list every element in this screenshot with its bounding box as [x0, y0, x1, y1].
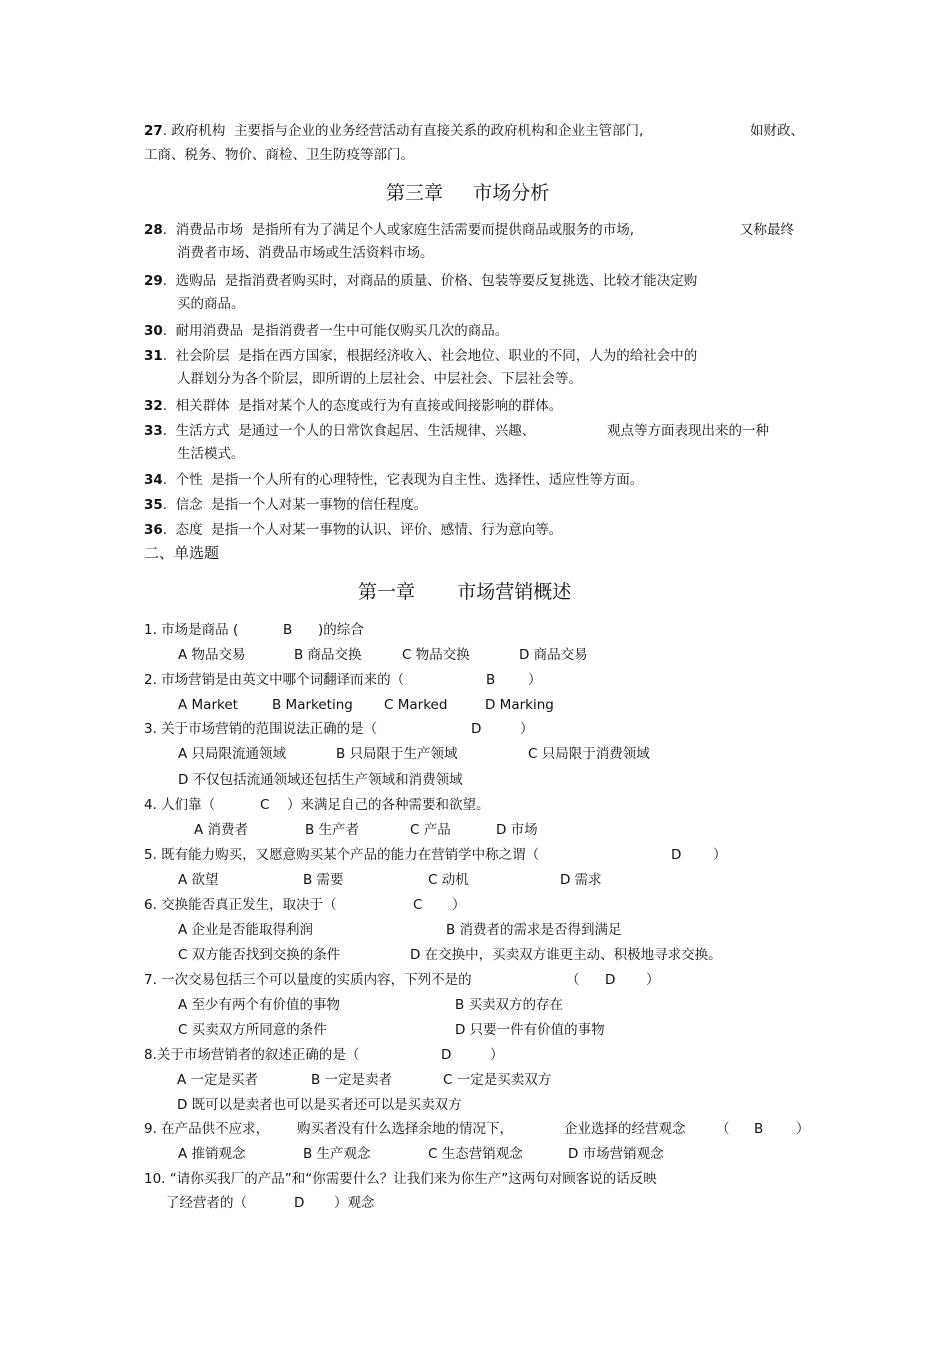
question-3-tail: ）: [520, 721, 534, 737]
definition-28-cont: 消费者市场、消费品市场或生活资料市场。: [177, 245, 434, 261]
option: A 欲望: [178, 872, 219, 888]
definition-27-tail: 如财政、: [750, 123, 804, 139]
option: D 在交换中，买卖双方谁更主动、积极地寻求交换。: [410, 947, 722, 963]
option: C Marked: [384, 697, 448, 713]
question-1-stem: 1. 市场是商品 (: [144, 622, 239, 638]
chapter-heading: 第三章 市场分析: [386, 182, 550, 204]
section-title: 二、单选题: [144, 544, 220, 562]
definition-35: 35. 信念 是指一个人对某一事物的信任程度。: [144, 497, 428, 513]
question-7-open: （: [566, 972, 580, 988]
option: B 一定是卖者: [311, 1072, 393, 1088]
definition-28-tail: 又称最终: [740, 222, 794, 238]
option: C 买卖双方所同意的条件: [178, 1022, 327, 1038]
option: C 只局限于消费领域: [528, 746, 650, 762]
option: C 双方能否找到交换的条件: [178, 947, 341, 963]
question-6-answer: C: [413, 897, 423, 913]
option: D 市场营销观念: [568, 1146, 664, 1162]
question-2-stem: 2. 市场营销是由英文中哪个词翻译而来的（: [144, 672, 405, 688]
option: D 不仅包括流通领域还包括生产领域和消费领域: [178, 772, 463, 788]
question-9-tail: ）: [796, 1121, 810, 1137]
question-9-stem: 9. 在产品供不应求，: [144, 1121, 270, 1137]
question-10-answer: D: [294, 1195, 305, 1211]
option: C 产品: [410, 822, 451, 838]
question-9-answer: B: [754, 1121, 764, 1137]
question-6-stem: 6. 交换能否真正发生，取决于（: [144, 897, 337, 913]
question-8-answer: D: [441, 1047, 452, 1063]
question-8-stem: 8.关于市场营销者的叙述正确的是（: [144, 1047, 360, 1063]
option: A 消费者: [194, 822, 249, 838]
option: D 既可以是卖者也可以是买者还可以是买卖双方: [177, 1097, 462, 1113]
definition-33-cont: 生活模式。: [177, 446, 245, 462]
option: C 一定是买卖双方: [443, 1072, 552, 1088]
option: A 企业是否能取得利润: [178, 922, 314, 938]
chapter-heading-1: 第一章 市场营销概述: [358, 581, 572, 603]
question-6-tail: ）: [452, 897, 466, 913]
question-10-stem: 10. “请你买我厂的产品”和“你需要什么？让我们来为你生产”这两句对顾客说的话反映: [144, 1171, 657, 1187]
question-2-tail: ）: [528, 672, 542, 688]
question-9-open: （: [716, 1121, 730, 1137]
option: A 物品交易: [178, 647, 246, 663]
definition-27-cont: 工商、税务、物价、商检、卫生防疫等部门。: [144, 147, 414, 163]
question-8-tail: ）: [490, 1047, 504, 1063]
option: B Marketing: [272, 697, 353, 713]
definition-33: 33. 生活方式 是通过一个人的日常饮食起居、生活规律、兴趣、: [144, 423, 536, 439]
option: B 生产者: [305, 822, 360, 838]
question-4-stem: 4. 人们靠（: [144, 797, 216, 813]
option: A 推销观念: [178, 1146, 246, 1162]
question-4-answer: C: [260, 797, 270, 813]
option: B 买卖双方的存在: [455, 997, 564, 1013]
option: B 需要: [303, 872, 344, 888]
definition-34: 34. 个性 是指一个人所有的心理特性，它表现为自主性、选择性、适应性等方面。: [144, 472, 644, 488]
question-1-answer: B: [283, 622, 293, 638]
definition-32: 32. 相关群体 是指对某个人的态度或行为有直接或间接影响的群体。: [144, 398, 563, 414]
question-7-answer: D: [605, 972, 616, 988]
option: D 需求: [560, 872, 602, 888]
definition-31: 31. 社会阶层 是指在西方国家，根据经济收入、社会地位、职业的不同，人为的给社会中的: [144, 348, 698, 364]
option: C 动机: [428, 872, 469, 888]
definition-33-tail: 观点等方面表现出来的一种: [607, 423, 769, 439]
question-3-answer: D: [471, 721, 482, 737]
question-5-stem: 5. 既有能力购买，又愿意购买某个产品的能力在营销学中称之谓（: [144, 847, 540, 863]
question-1-tail: )的综合: [318, 622, 364, 638]
option: B 只局限于生产领域: [336, 746, 458, 762]
question-5-answer: D: [671, 847, 682, 863]
option: D Marking: [485, 697, 554, 713]
option: A 只局限流通领域: [178, 746, 287, 762]
question-10-cont: 了经营者的（: [166, 1195, 247, 1211]
question-9-stem-3: 企业选择的经营观念: [564, 1121, 686, 1137]
definition-29: 29. 选购品 是指消费者购买时，对商品的质量、价格、包装等要反复挑选、比较才能决定购: [144, 273, 698, 289]
question-7-tail: ）: [646, 972, 660, 988]
question-2-answer: B: [486, 672, 496, 688]
option: B 商品交换: [294, 647, 362, 663]
definition-30: 30. 耐用消费品 是指消费者一生中可能仅购买几次的商品。: [144, 323, 509, 339]
question-4-tail: ）来满足自己的各种需要和欲望。: [287, 797, 490, 813]
option: A Market: [178, 697, 238, 713]
definition-28: 28. 消费品市场 是指所有为了满足个人或家庭生活需要而提供商品或服务的市场,: [144, 222, 635, 238]
question-7-stem: 7. 一次交易包括三个可以量度的实质内容，下列不是的: [144, 972, 472, 988]
option: D 市场: [496, 822, 538, 838]
option: C 物品交换: [402, 647, 470, 663]
definition-31-cont: 人群划分为各个阶层，即所谓的上层社会、中层社会、下层社会等。: [177, 371, 582, 387]
definition-29-cont: 买的商品。: [177, 296, 245, 312]
option: D 商品交易: [519, 647, 588, 663]
option: B 生产观念: [303, 1146, 371, 1162]
option: B 消费者的需求是否得到满足: [446, 922, 622, 938]
question-5-tail: ）: [713, 847, 727, 863]
option: A 至少有两个有价值的事物: [178, 997, 341, 1013]
question-9-stem-2: 购买者没有什么选择余地的情况下，: [297, 1121, 513, 1137]
option: A 一定是买者: [177, 1072, 259, 1088]
question-10-tail: ）观念: [334, 1195, 375, 1211]
definition-27: 27. 政府机构 主要指与企业的业务经营活动有直接关系的政府机构和企业主管部门,: [144, 123, 644, 139]
definition-36: 36. 态度 是指一个人对某一事物的认识、评价、感情、行为意向等。: [144, 522, 563, 538]
question-3-stem: 3. 关于市场营销的范围说法正确的是（: [144, 721, 378, 737]
option: C 生态营销观念: [428, 1146, 523, 1162]
option: D 只要一件有价值的事物: [455, 1022, 605, 1038]
